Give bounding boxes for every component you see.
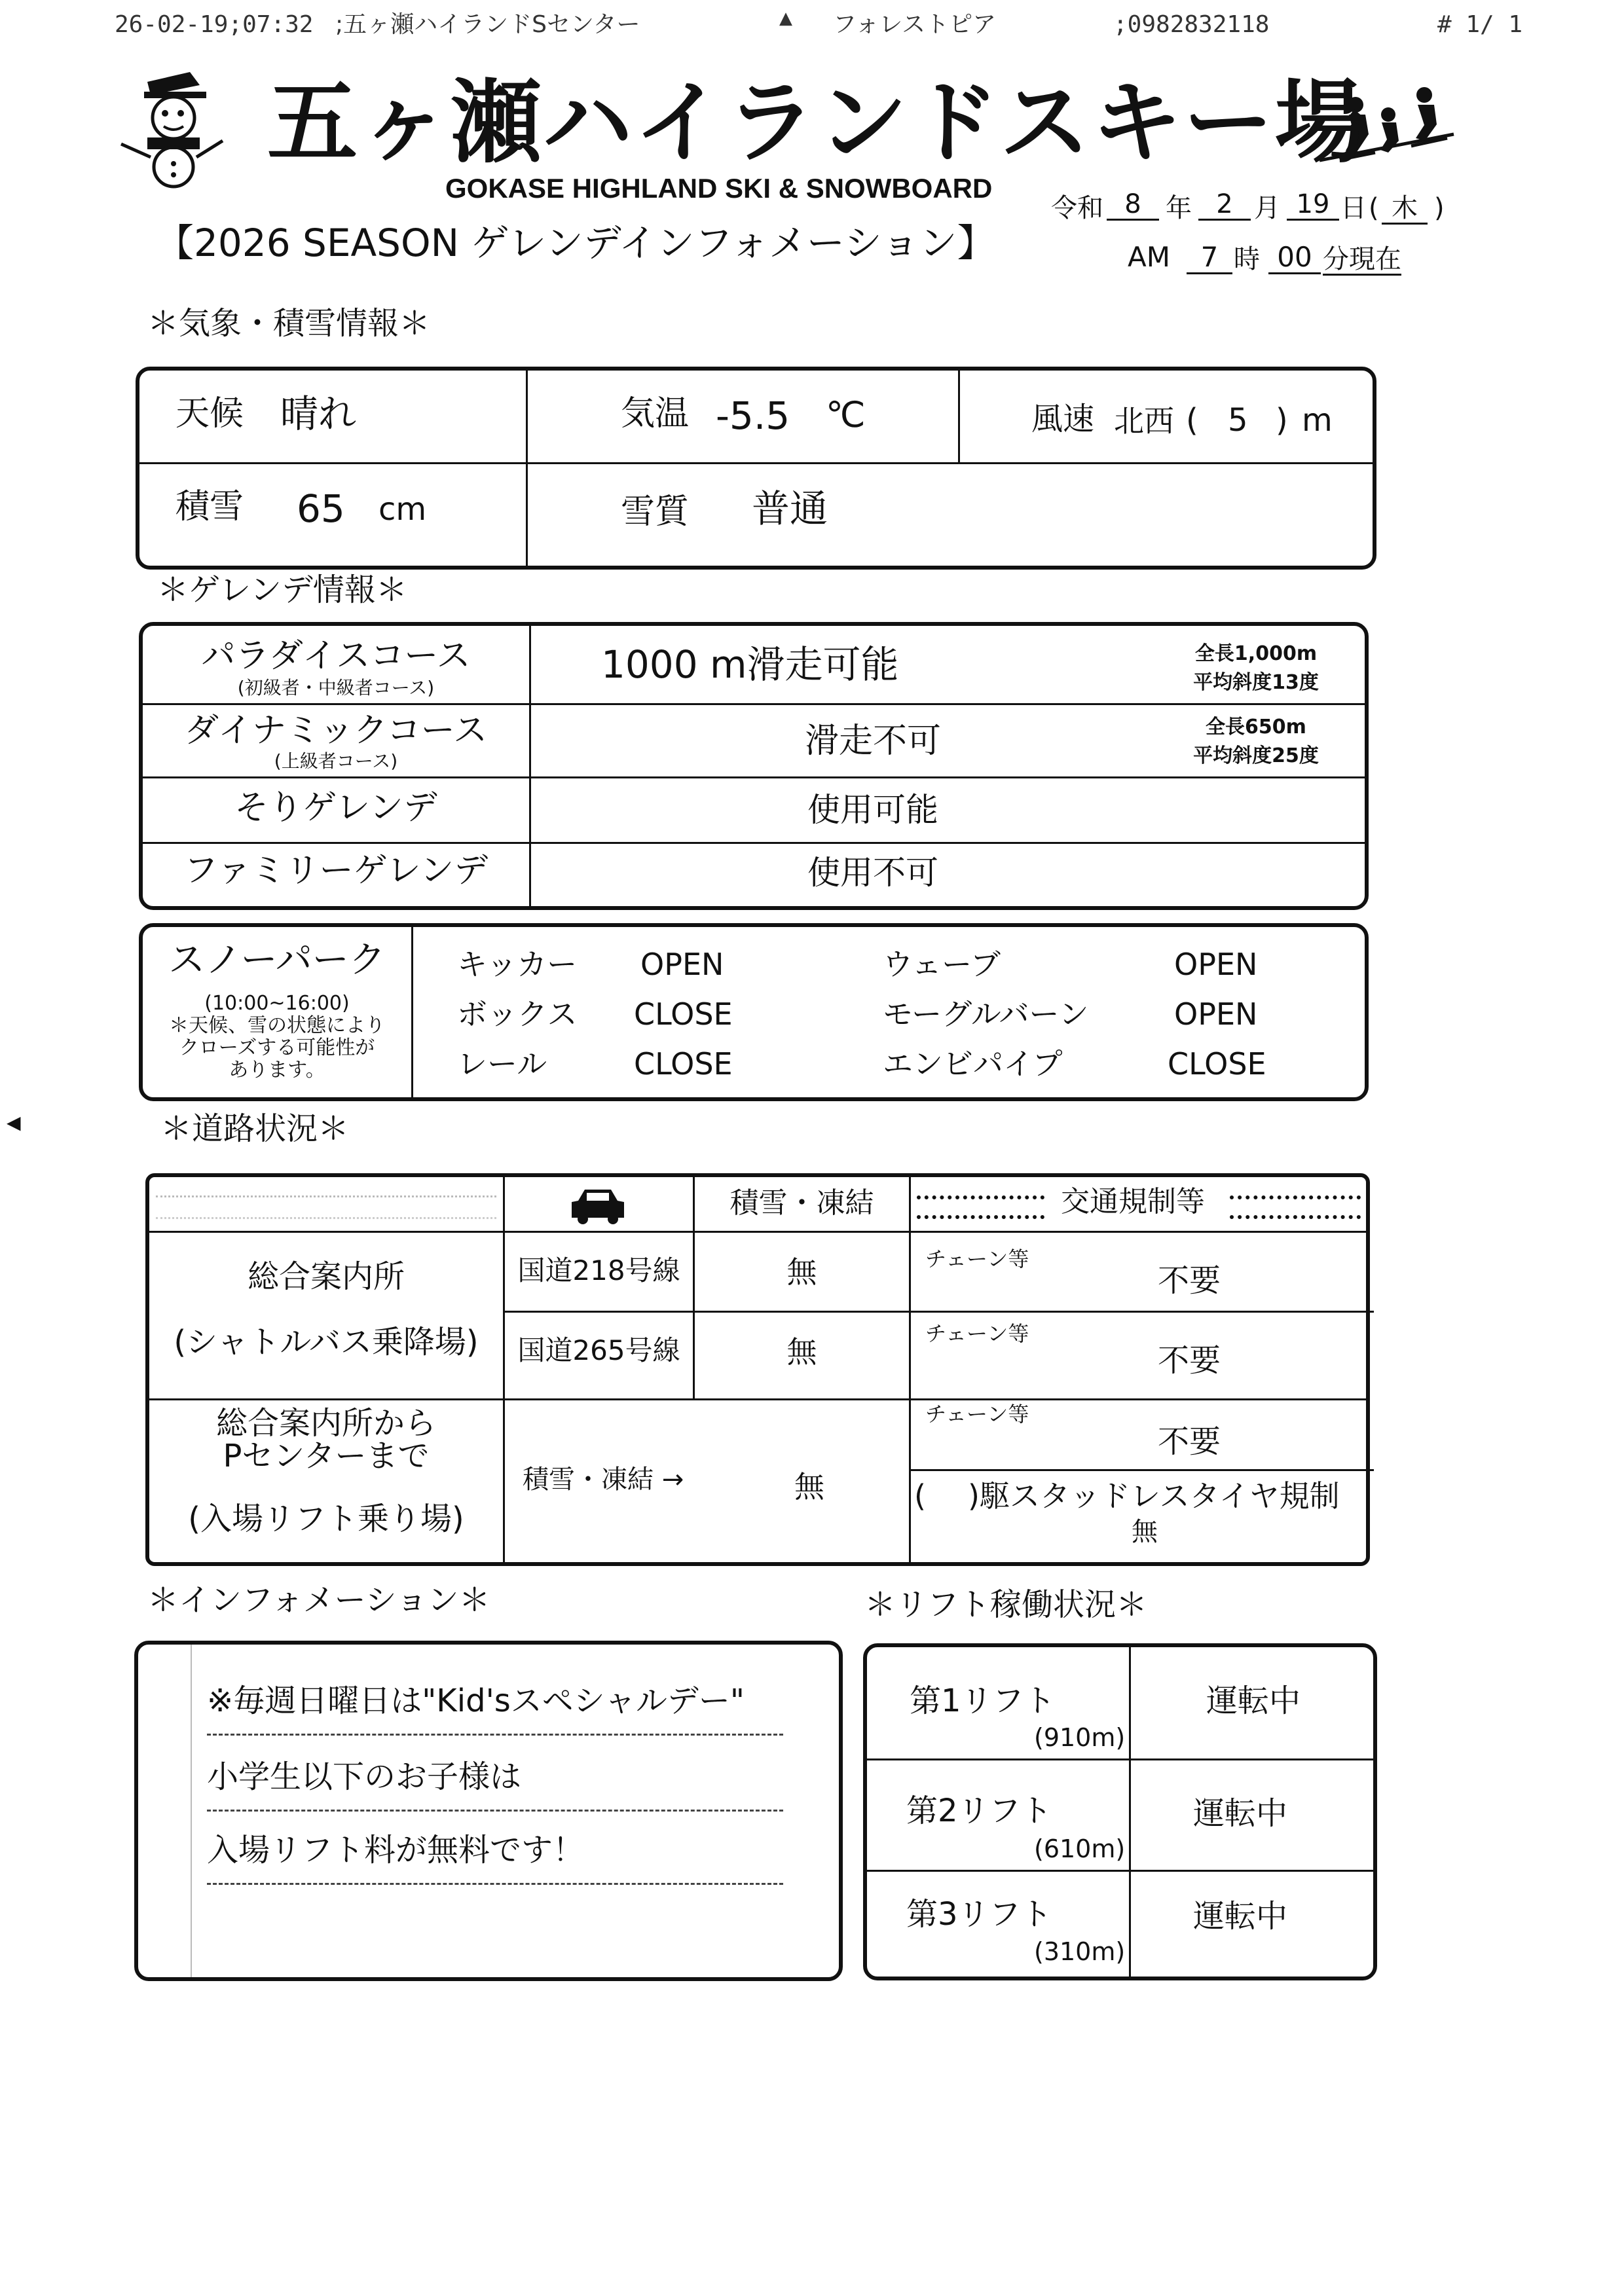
slope-row-sled: そりゲレンデ	[234, 788, 437, 828]
snow-depth-unit: cm	[378, 491, 427, 528]
fax-page: # 1/ 1	[1437, 11, 1523, 38]
info-section-title: ＊インフォメーション＊	[147, 1582, 490, 1618]
route-265-chain: 不要	[1158, 1342, 1221, 1379]
snow-depth-value: 65	[297, 486, 345, 531]
studless-value: 無	[1132, 1517, 1158, 1547]
snow-quality-label: 雪質	[621, 492, 690, 532]
report-time: AM 7 時 00 分現在	[1128, 241, 1401, 274]
lift-name: 第1リフト	[910, 1683, 1056, 1719]
temp-unit: ℃	[826, 394, 866, 435]
slope-sub: (初級者・中級者コース)	[237, 677, 435, 699]
info-line-1: ※毎週日曜日は"Kid'sスペシャルデー"	[207, 1683, 745, 1719]
snowpark-panel	[139, 923, 1369, 1101]
route-265-chain-label: チェーン等	[925, 1321, 1029, 1346]
snowman-logo-icon	[111, 56, 229, 193]
fax-recipient: フォレストピア	[833, 11, 997, 38]
parking-snow: 無	[794, 1469, 824, 1504]
slopes-section-title: ＊ゲレンデ情報＊	[157, 572, 407, 608]
lifts-section-title: ＊リフト稼働状況＊	[864, 1586, 1148, 1623]
weather-section-title: ＊気象・積雪情報＊	[147, 305, 431, 342]
slope-row-dynamic	[143, 703, 529, 776]
temp-label: 気温	[621, 394, 690, 433]
slope-status: 1000 m滑走可能	[601, 642, 899, 687]
studless-rule: )駆スタッドレスタイヤ規制	[968, 1478, 1340, 1514]
park-item-status: OPEN	[1174, 996, 1258, 1032]
weather-value: 晴れ	[280, 392, 357, 436]
temp-value: -5.5	[716, 393, 790, 438]
slope-angle: 平均斜度25度	[1193, 744, 1319, 767]
park-item-name: モーグルバーン	[883, 996, 1089, 1032]
snowpark-title: スノーパーク	[168, 939, 386, 981]
wind-value: 5	[1228, 402, 1248, 439]
snowpark-note-line1: ＊天候、雪の状態により	[169, 1014, 385, 1037]
weather-label: 天候	[175, 394, 244, 433]
parking-chain: 不要	[1158, 1423, 1221, 1460]
route-218-chain: 不要	[1158, 1262, 1221, 1299]
lift-status: 運転中	[1206, 1683, 1301, 1719]
route-218-chain-label: チェーン等	[925, 1247, 1029, 1271]
page-subtitle: GOKASE HIGHLAND SKI & SNOWBOARD	[445, 173, 993, 204]
wind-label: 風速	[1031, 401, 1095, 437]
snow-depth-label: 積雪	[175, 487, 244, 526]
place-info-center: 総合案内所	[247, 1258, 405, 1295]
page-title: 五ヶ瀬ハイランドスキー場	[267, 70, 1367, 175]
chain-icon	[917, 1195, 1044, 1219]
park-item-name: エンビパイプ	[883, 1046, 1063, 1082]
park-item-name: ボックス	[457, 996, 578, 1032]
route-265-snow: 無	[786, 1334, 817, 1370]
slope-status: 使用不可	[807, 854, 938, 892]
parking-snow-label: 積雪・凍結 →	[523, 1465, 684, 1495]
fax-timestamp: 26-02-19;07:32	[115, 11, 314, 38]
season-title: 【2026 SEASON ゲレンデインフォメーション】	[156, 221, 995, 265]
weather-table	[136, 367, 1376, 570]
wind-direction: 北西	[1114, 403, 1174, 439]
park-item-status: OPEN	[640, 947, 724, 982]
place-info-center-sub: (シャトルバス乗降場)	[174, 1324, 479, 1360]
slope-status: 使用可能	[807, 791, 938, 829]
park-item-name: レール	[457, 1046, 547, 1082]
place-parking-line2: Pセンターまで	[223, 1438, 430, 1474]
snow-quality-value: 普通	[752, 486, 828, 531]
fax-sender: ;五ヶ瀬ハイランドSセンター	[335, 11, 640, 38]
roads-section-title: ＊道路状況＊	[160, 1110, 350, 1147]
car-icon	[568, 1186, 627, 1226]
studless-paren-open: (	[914, 1478, 926, 1514]
slope-row-family: ファミリーゲレンデ	[183, 851, 489, 890]
info-panel	[134, 1641, 843, 1981]
lift-length: (910m)	[1034, 1723, 1126, 1752]
head-traffic: 交通規制等	[1061, 1185, 1205, 1218]
chain-icon	[1230, 1195, 1361, 1219]
route-218-snow: 無	[786, 1254, 817, 1290]
fax-phone: ;0982832118	[1113, 11, 1270, 38]
place-parking-line1: 総合案内所から	[215, 1405, 436, 1442]
wind-unit: m	[1302, 402, 1333, 439]
slope-length: 全長1,000m	[1194, 642, 1318, 665]
slope-name: パラダイスコース	[201, 636, 471, 676]
lift-length: (610m)	[1034, 1834, 1126, 1863]
route-218: 国道218号線	[517, 1254, 680, 1286]
lifts-table	[863, 1643, 1377, 1980]
lift-name: 第2リフト	[906, 1793, 1052, 1829]
park-item-status: CLOSE	[1168, 1046, 1266, 1082]
wind-paren-close: )	[1276, 402, 1288, 439]
park-item-name: キッカー	[457, 947, 578, 982]
slope-status: 滑走不可	[804, 721, 941, 761]
slope-sub: (上級者コース)	[274, 750, 398, 772]
head-snow-ice: 積雪・凍結	[729, 1186, 874, 1220]
info-line-2: 小学生以下のお子様は	[207, 1758, 522, 1795]
fax-margin-mark-icon: ◀	[7, 1112, 21, 1133]
place-parking-sub: (入場リフト乗り場)	[188, 1501, 464, 1537]
park-item-status: CLOSE	[634, 996, 733, 1032]
slopes-table	[139, 622, 1369, 910]
report-date: 令和 8 年 2 月 19 日 ( 木 )	[1051, 189, 1445, 223]
park-item-name: ウェーブ	[883, 947, 1001, 982]
fax-arrow-icon: ▲	[779, 9, 792, 28]
slope-angle: 平均斜度13度	[1193, 671, 1319, 694]
roads-table	[145, 1173, 1370, 1566]
snowpark-hours: (10:00~16:00)	[204, 992, 350, 1015]
lift-name: 第3リフト	[906, 1896, 1052, 1933]
park-item-status: OPEN	[1174, 947, 1258, 982]
faded-header-cell	[156, 1195, 496, 1219]
lift-status: 運転中	[1192, 1795, 1287, 1832]
lift-length: (310m)	[1034, 1937, 1126, 1966]
snowpark-note-line3: あります。	[229, 1059, 325, 1082]
park-item-status: CLOSE	[634, 1046, 733, 1082]
info-line-3: 入場リフト料が無料です！	[207, 1832, 585, 1868]
parking-chain-label: チェーン等	[925, 1402, 1029, 1427]
slope-row-paradise	[143, 626, 529, 703]
lift-status: 運転中	[1192, 1898, 1287, 1935]
wind-paren-open: (	[1186, 402, 1198, 439]
route-265: 国道265号線	[517, 1334, 680, 1366]
snowpark-note-line2: クローズする可能性が	[179, 1036, 375, 1059]
slope-name: ダイナミックコース	[184, 711, 488, 750]
slope-length: 全長650m	[1206, 716, 1306, 738]
